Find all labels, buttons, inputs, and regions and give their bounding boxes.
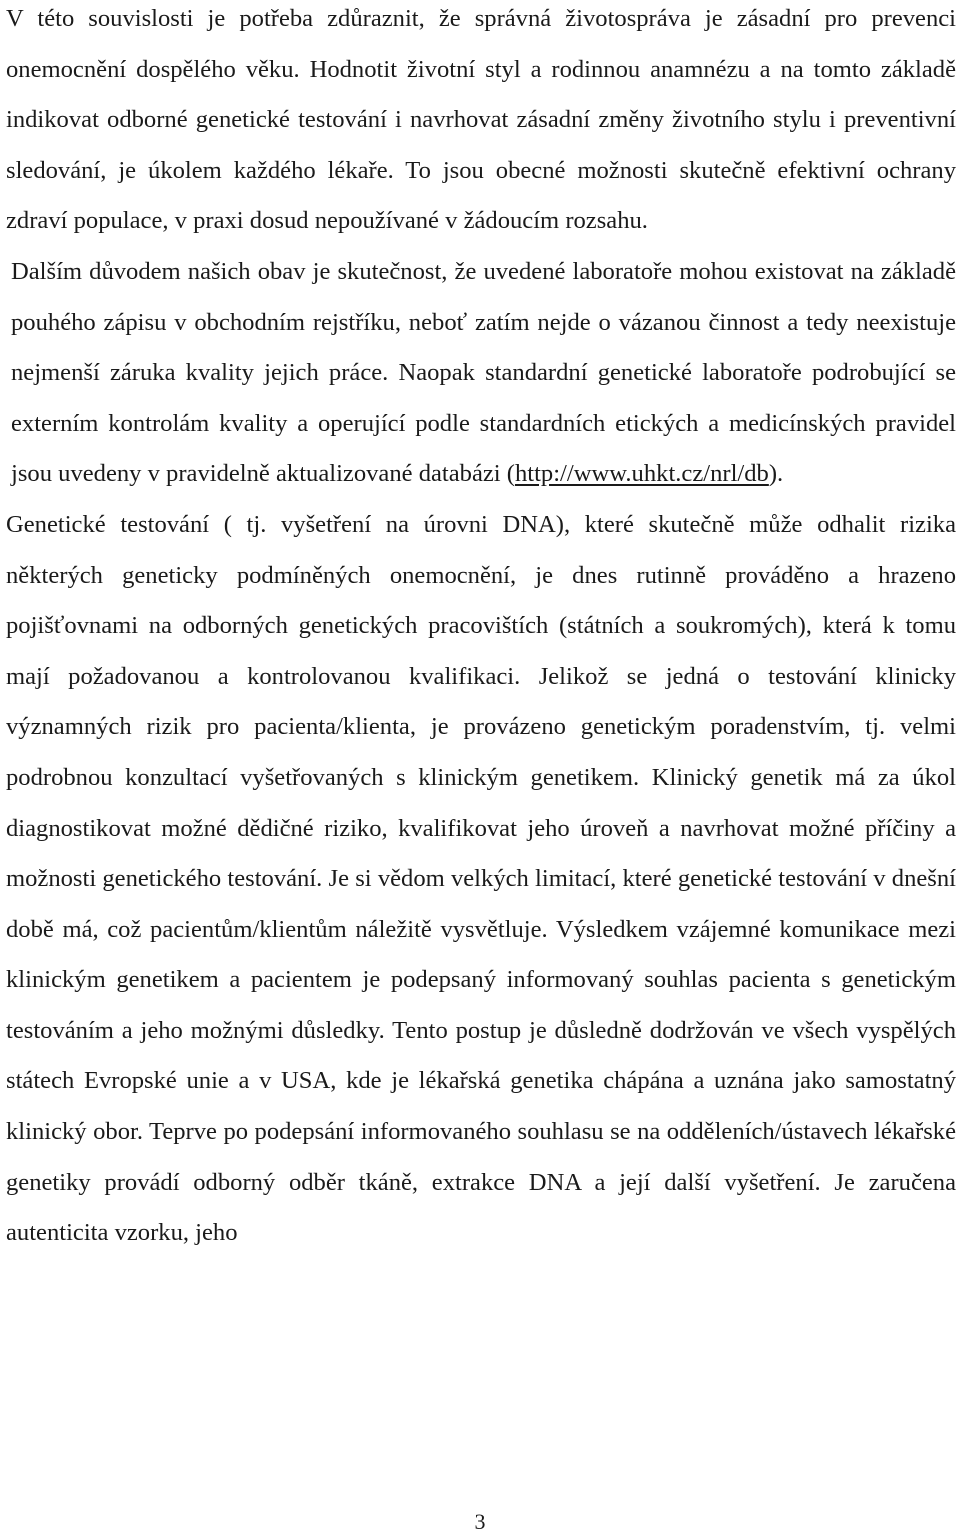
paragraph-laboratories-text: Dalším důvodem našich obav je skutečnost, že uvedené laboratoře mohou existovat na základě pouhého zápisu v obchodním rejstříku, neboť zatím nejde o vázanou činnost a tedy neexistuje nejmenší záruka kvality jejich práce. Naopak standardní genetické laboratoře podrobující se externím kontrolám kvality a operující podle standardních etických a medicínských pravidel jsou uvedeny v pravidelně aktualizované databázi ( — [11, 257, 956, 488]
paragraph-lifestyle: V této souvislosti je potřeba zdůraznit, že správná životospráva je zásadní pro prevenci onemocnění dospělého věku. Hodnotit životní styl a rodinnou anamnézu a na tomto základě indikovat odborné genetické testování i navrhovat zásadní změny životního stylu i preventivní sledování, je úkolem každého lékaře. To jsou obecné možnosti skutečně efektivní ochrany zdraví populace, v praxi dosud nepoužívané v žádoucím rozsahu. — [6, 5, 956, 235]
database-link[interactable]: http://www.uhkt.cz/nrl/db — [514, 460, 769, 488]
page-number: 3 — [474, 1509, 486, 1534]
paragraph-laboratories-end: ). — [768, 460, 784, 488]
body-text — [6, 0, 956, 1259]
paragraph-genetic-testing: Genetické testování ( tj. vyšetření na úrovni DNA), které skutečně může odhalit rizika některých geneticky podmíněných onemocnění, je dnes rutinně prováděno a hrazeno pojišťovnami na odborných genetických pracovištích (státních a soukromých), která k tomu mají požadovanou a kontrolovanou kvalifikaci. Jelikož se jedná o testování klinicky významných rizik pro pacienta/klienta, je provázeno genetickým poradenstvím, tj. velmi podrobnou konzultací vyšetřovaných s klinickým genetikem. Klinický genetik má za úkol diagnostikovat možné dědičné riziko, kvalifikovat jeho úroveň a navrhovat možné příčiny a možnosti genetického testování. Je si vědom velkých limitací, které genetické testování v dnešní době má, což pacientům/klientům náležitě vysvětluje. Výsledkem vzájemné komunikace mezi klinickým genetikem a pacientem je podepsaný informovaný souhlas pacienta s genetickým testováním a jeho možnými důsledky. Tento postup je důsledně dodržován ve všech vyspělých státech Evropské unie a v USA, kde je lékařská genetika chápána a uznána jako samostatný klinický obor. Teprve po podepsání informovaného souhlasu se na odděleních/ústavech lékařské genetiky provádí odborný odběr tkáně, extrakce DNA a její další vyšetření. Je zaručena autenticita vzorku, jeho — [6, 510, 956, 1247]
paragraph-laboratories — [6, 247, 956, 500]
